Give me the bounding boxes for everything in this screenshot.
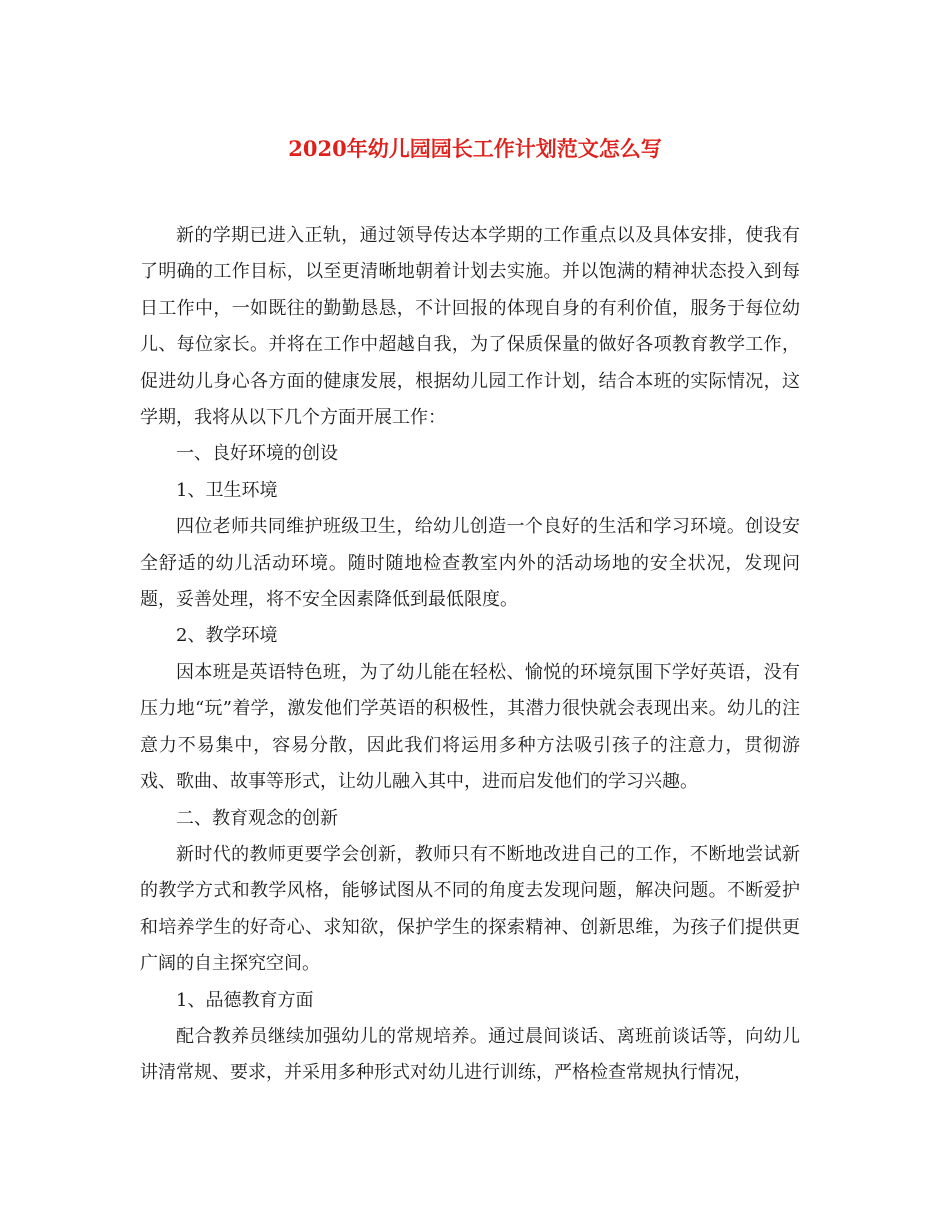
moral-paragraph: 配合教养员继续加强幼儿的常规培养。通过晨间谈话、离班前谈话等，向幼儿讲清常规、要求，并采用多种形式对幼儿进行训练，严格检查常规执行情况， — [140, 1025, 800, 1084]
section-heading-innovation: 二、教育观念的创新 — [176, 807, 338, 829]
subsection-heading-moral: 1、品德教育方面 — [176, 989, 314, 1011]
document-body — [140, 218, 800, 1092]
document-title: 2020年幼儿园园长工作计划范文怎么写 — [288, 136, 662, 161]
teaching-paragraph: 因本班是英语特色班，为了幼儿能在轻松、愉悦的环境氛围下学好英语，没有压力地“玩”着学，激发他们学英语的积极性，其潜力很快就会表现出来。幼儿的注意力不易集中，容易分散，因此我们将运用多种方法吸引孩子的注意力，贯彻游戏、歌曲、故事等形式，让幼儿融入其中，进而启发他们的学习兴趣。 — [140, 661, 800, 793]
innovation-paragraph: 新时代的教师更要学会创新，教师只有不断地改进自己的工作，不断地尝试新的教学方式和教学风格，能够试图从不同的角度去发现问题，解决问题。不断爱护和培养学生的好奇心、求知欲，保护学生的探索精神、创新思维，为孩子们提供更广阔的自主探究空间。 — [140, 843, 800, 975]
intro-paragraph: 新的学期已进入正轨，通过领导传达本学期的工作重点以及具体安排，使我有了明确的工作目标，以至更清晰地朝着计划去实施。并以饱满的精神状态投入到每日工作中，一如既往的勤勤恳恳，不计回报的体现自身的有利价值，服务于每位幼儿、每位家长。并将在工作中超越自我，为了保质保量的做好各项教育教学工作，促进幼儿身心各方面的健康发展，根据幼儿园工作计划，结合本班的实际情况，这学期，我将从以下几个方面开展工作： — [140, 225, 800, 429]
section-heading-environment: 一、良好环境的创设 — [176, 443, 338, 465]
subsection-heading-hygiene: 1、卫生环境 — [176, 479, 278, 501]
hygiene-paragraph: 四位老师共同维护班级卫生，给幼儿创造一个良好的生活和学习环境。创设安全舒适的幼儿活动环境。随时随地检查教室内外的活动场地的安全状况，发现问题，妥善处理，将不安全因素降低到最低限度。 — [140, 516, 800, 611]
subsection-heading-teaching: 2、教学环境 — [176, 625, 278, 647]
